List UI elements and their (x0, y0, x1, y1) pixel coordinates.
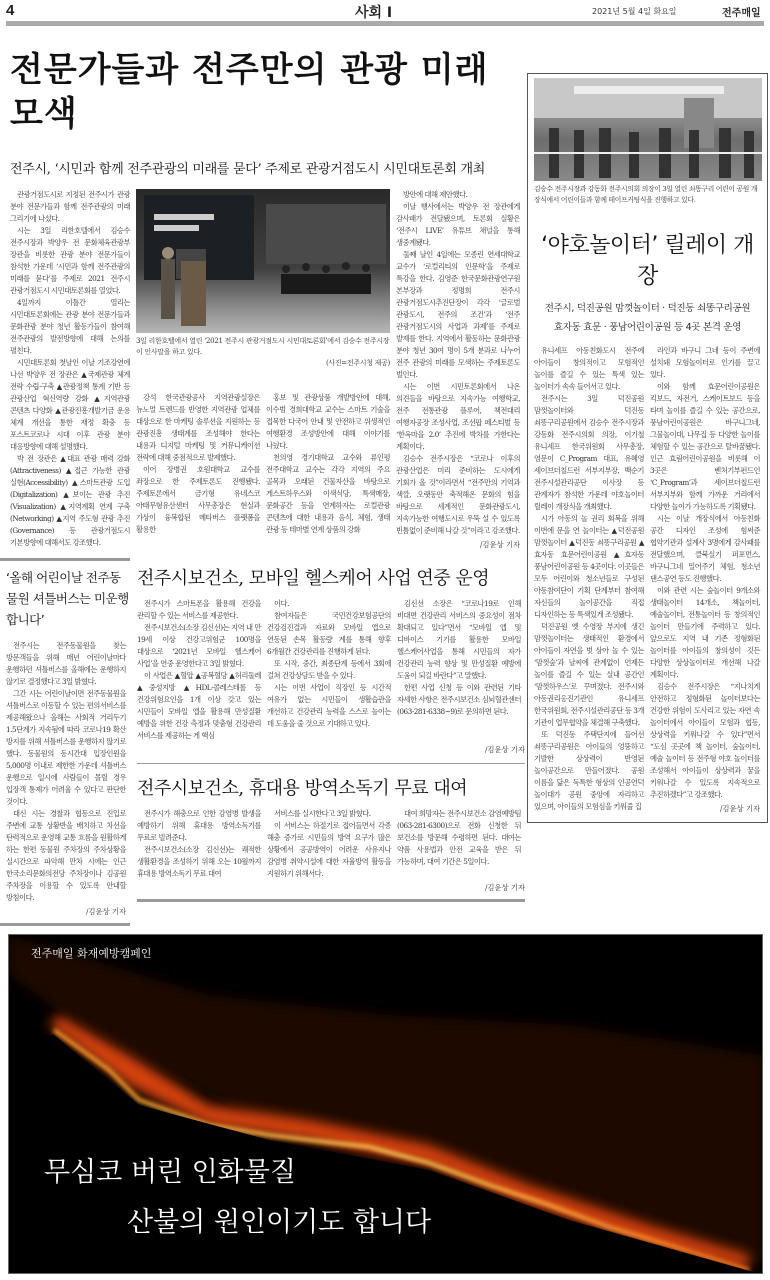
forum-photo-caption (136, 336, 390, 369)
zoo-shuttle-box (0, 558, 130, 926)
main-headline: 전문가들과 전주만의 관광 미래 모색 (10, 50, 489, 134)
health-articles (137, 558, 525, 902)
fire-prevention-ad (8, 934, 763, 1274)
paragraph: 그간 시는 어린이날이면 전주동물원을 셔틀버스로 이동할 수 있는 편의서비스를 제공해왔으나 올해는 사회적 거리두기 1.5단계가 지속됨에 따라 코로나19 확산 방지를 위해 셔틀버스를 운행하지 않기로 했다. 동물원의 동시간대 입장인원을 5,000명 이내로 제한한 가운데 셔틀버스 운행으로 일시에 사람들이 몰릴 경우 입장객 통제가 어려울 수 있다고 판단한 것이다. (6, 689, 126, 806)
yaho-article-box (527, 73, 768, 823)
ribbon-cutting-illustration (534, 78, 762, 181)
yaho-col2-block (650, 345, 760, 814)
article-divider (137, 763, 525, 764)
zoo-byline: /김윤상 기자 (85, 907, 126, 916)
health-body (137, 598, 525, 742)
paragraph: 서비스를 실시한다고 3일 밝혔다. (274, 809, 371, 818)
issue-date: 2021년 5월 4일 화요일 (592, 7, 677, 16)
paragraph: 둘째 날인 4일에는 모종린 연세대학교 교수가 ‘로컬리티의 인문학’을 주제로 특강을 한다. 김영준 한국문화관광연구원 본부장과 정명희 전주시 관광거점도시추진단장이 각각 ‘글로벌 관광도시, 전주의 조건’과 ‘전주 관광거점도시의 사업과 과제’를 주제로 발제를 한다. 지역에서 활동하는 문화관광 분야 청년 30여 명이 5개 분과로 나누어 전주 관광의 미래를 모색하는 주제토론도 벌인다. (396, 250, 520, 379)
paragraph: 시는 이번 시민토론회에서 나온 의견들을 바탕으로 지속가능 여행학교, 전주 전통관광 플루어, 책전대리 여행자공장 조성사업, 조선팝 페스티벌 등 ‘한옥마을 2.0’ 추진에 박차를 가한다는 계획이다. (396, 382, 520, 451)
paragraph: 이어 장병권 호원대학교 교수를 좌장으로 한 주제토론도 진행됐다. 주제토론에서 금기형 유네스코 아태무형유산센터 사무총장은 현실과 가상이 융복합된 메타버스 플랫폼을 활용한 (136, 464, 260, 534)
disinfect-byline: /김윤상 기자 (484, 883, 525, 892)
main-article-col1 (10, 189, 130, 549)
zoo-body (0, 630, 130, 904)
main-article-col4-block (396, 189, 520, 550)
upper-content (0, 34, 770, 926)
disinfect-body (137, 808, 525, 880)
health-col1 (137, 598, 261, 742)
paragraph: 전주시가 해충으로 인한 감염병 발생을 예방하기 위해 휴대용 방역소독기를 무료로 빌려준다. (137, 809, 261, 842)
paragraph: 대신 시는 경찰과 협동으로 진입로 주변에 교통 상황반을 배치하고 차선을 탄력적으로 운영해 교통 흐름을 원활하게 하는 한편 동물원 주차장의 주차상황을 실시간으로 파악해 만차 시에는 인근 한국소리문화의전당 주차장이나 김공원 주차장을 이용할 수 있도록 안내할 방침이다. (6, 809, 126, 902)
paragraph: 이와 함께 효문어린이공원은 킥보드, 자전거, 스케이트보드 등을 타며 놀이를 즐길 수 있는 공간으로, 풍남어린이공원은 바구니그네, 그물놀이대, 나무집 등 다양한 놀이를 체험할 수 있는 공간으로 탈바꿈됐다. 인근 효림어린이공원을 비롯해 이 3곳은 벤처기부펀드인 ‘C_Program’과 세이브더칠드런 서부지부와 함께 가까운 거리에서 다양한 놀이가 가능하도록 기획됐다. (650, 382, 760, 511)
paragraph: 또 시작, 중간, 최종단계 등에서 3회에 걸쳐 건강상담도 받을 수 있다. (267, 659, 391, 680)
health-byline: /김윤상 기자 (484, 745, 525, 754)
forum-photo (136, 189, 390, 333)
yaho-col2 (650, 345, 760, 801)
forum-photo-block (136, 189, 390, 369)
health-headline: 전주시보건소, 모바일 헬스케어 사업 연중 운영 (137, 568, 490, 589)
yaho-headline: ‘야호놀이터’ 릴레이 개장 (541, 233, 754, 289)
health-col3 (397, 598, 521, 718)
main-subhead: 전주시, ‘시민과 함께 전주관광의 미래를 묻다’ 주제로 관광거점도시 시민대토론회 개최 (10, 162, 486, 177)
paragraph: 참여자들은 국민건강보험공단의 건강검진결과 자료와 모바일 앱으로 연동된 손목 활동량 계를 통해 향후 6개월간 건강관리를 진행하게 된다. (267, 611, 391, 656)
ad-slogan-line2: 산불의 원인이기도 합니다 (127, 1207, 432, 1238)
paragraph: 시는 이번 사업이 직장인 등 시간적 여유가 없는 시민들이 생활습관을 개선하고 건강관리 능력을 스스로 높이는 데 도움을 줄 것으로 기대하고 있다. (267, 683, 391, 728)
paragraph: 시가 아동의 놀 권리 회복을 위해 이번에 문을 연 놀이터는 ▲덕진공원 맘껏놀이터 ▲덕진동 쇠똥구리공원 ▲효자동 효문어린이공원 ▲효자동 풍남어린이공원 등 4곳이다. 이곳들은 모두 어린이와 청소년들로 구성된 아동참여단이 기획 단계부터 참여해 자신들의 놀이공간을 직접 디자인하는 등 특색있게 조성됐다. (534, 514, 644, 619)
section-title: 사회 I (355, 5, 393, 21)
paragraph: 유니세프 아동친화도시 전주에 아이들이 창의적이고 모험적인 놀이를 즐길 수 있는 특색 있는 놀이터가 속속 들어서고 있다. (534, 346, 644, 391)
disinfect-headline: 전주시보건소, 휴대용 방역소독기 무료 대여 (137, 778, 468, 799)
paragraph: 방안에 대해 제안했다. (403, 190, 468, 199)
paragraph: 전주시보건소(소장 김신선)는 쾌적한 생활환경을 조성하기 위해 오는 10월까지 휴대용 방역소독기 무료 대여 (137, 845, 261, 878)
lower-articles (0, 558, 525, 926)
ribbon-cutting-photo (534, 78, 762, 181)
paragraph: 시민대토론회 첫날인 이날 기조강연에 나선 박양우 전 장관은 ▲국제관광 체계 전략 수립·구축 ▲관광정책 통계 기반 등 관광산업 혁신역량 강화 ▲지역관광 콘텐츠 다양화 ▲관광진흥개발기금 운용 체계 개선을 통한 재정 확충 등 포스트코로나 시대 이후 관광 분야 대응방향에 대해 설명했다. (10, 358, 130, 451)
paragraph: 이 사업은 ▲혈압 ▲공복혈당 ▲허리둘레 ▲중성지방 ▲HDL-콜레스테롤 등 건강위험요인을 1개 이상 갖고 있는 시민들이 모바일 앱을 활용해 만성질환 예방을 위한 건강 측정과 맞춤형 건강관리 서비스를 제공하는 게 핵심 (137, 671, 261, 740)
yaho-col1 (534, 345, 644, 813)
photo-credit: (사진=전주시청 제공) (325, 359, 390, 367)
yaho-subhead-1: 전주시, 덕진공원 맘껏놀이터 · 덕진동 쇠똥구리공원 (544, 303, 751, 314)
newspaper-brand: 전주매일 (722, 8, 761, 19)
paragraph: 김승수 전주시장은 “지나치게 안전하고 정형화된 놀이터보다는 건강한 위험이 도사리고 있는 자연 속 놀이터에서 아이들이 모험과 협동, 상상력을 키워나갈 수 있다”면서 “도심 곳곳에 책 놀이터, 숲놀이터, 예술 놀이터 등 전주형 야호 놀이터를 조성해서 아이들이 상상력과 꿈을 키워나갈 수 있도록 지속적으로 추진하겠다”고 강조했다. (650, 682, 760, 799)
yaho-byline: /김윤상 기자 (719, 804, 760, 813)
paragraph: 시는 이날 개장식에서 아동친화 공간 디자인 조성에 힘써준 협약기관과 설계사 3명에게 감사패를 전달했으며, 클북실기 퍼포먼스, 바구니그네 밀어주기 체험, 청소년 댄스공연 등도 진행했다. (650, 514, 760, 583)
main-article (10, 189, 525, 550)
paragraph: 전주시가 스마트폰을 활용해 건강을 관리할 수 있는 서비스를 제공한다. (137, 599, 261, 620)
health-col2 (267, 598, 391, 730)
yaho-subhead-2: 효자동 효문 · 풍남어린이공원 등 4곳 본격 운영 (553, 322, 742, 333)
yaho-body (534, 345, 761, 814)
paragraph: 김신선 소장은 “코로나19로 인해 비대면 건강관리 서비스의 중요성이 점차 확대되고 있다”면서 “모바일 앱 및 디바이스 기기를 활용한 모바일 헬스케어사업을 통해 시민들의 자가 건강관리 능력 향상 및 만성질환 예방에 도움이 되길 바란다”고 말했다. (397, 599, 521, 680)
paragraph: 이날 행사에서는 박양우 전 장관에게 감사패가 전달됐으며, 토론회 실황은 ‘전주시 LIVE’ 유튜브 채널을 통해 생중계됐다. (396, 202, 520, 247)
main-article-col3 (266, 392, 390, 536)
campaign-label: 전주매일 화재예방캠페인 (31, 947, 152, 960)
disinfect-col1 (137, 808, 261, 880)
paragraph: 시는 3일 리한호텔에서 김승수 전주시장과 박양우 전 문화체육관광부 장관을 비롯한 관광 분야 전문가들이 참석한 가운데 ‘시민과 함께 전주관광의 미래를 묻다’를 주제로 2021 전주시 관광거점도시 시민대토론회를 열었다. (10, 226, 130, 295)
main-byline: /김윤상 기자 (479, 540, 520, 549)
main-article-col2 (136, 392, 260, 536)
paragraph: 이 서비스는 하절기로 접어들면서 각종 해충 증가로 시민들의 방역 요구가 많은 상황에서 공공방역이 어려운 사유지나 감염병 취약시설에 대한 자율방역 활동을 지원하기 위해서다. (267, 821, 391, 878)
paragraph: 라인과 바구니 그네 등이 주변에 설치돼 모험놀이터로 인기를 끌고 있다. (650, 346, 760, 379)
paragraph: 강석 한국관광공사 지역관광실장은 뉴노멀 트렌드를 반영한 지역관광 업체를 대상으로 한 마케팅 솔루션을 지원하는 등 관광진흥 생태계를 조성해야 한다는 내용과 디지털 마케팅 및 커뮤니케이션 전략에 대해 중점적으로 발제했다. (136, 392, 260, 462)
paragraph: 이다. (274, 599, 289, 608)
paragraph: 천의영 경기대학교 교수와 류인평 전주대학교 교수는 각각 지역의 주요 골목과 오래된 건물자산을 바탕으로 게스트하우스와 이색식당, 특색매장, 문화공간 등을 연계하자는 로컬관광 콘텐츠에 대한 내용과 음식, 체험, 생태 관광 등 테마별 연계 상품의 강화 (266, 452, 390, 534)
main-article-col4 (396, 189, 520, 537)
paragraph: 또 덕진동 주택단지에 들어선 쇠똥구리공원은 아이들의 엉뚱하고 기발한 상상력이 반영된 놀이공간으로 만들어졌다. 공원 이름을 닮은 독특한 형상의 인공언덕 놀이대가 공원 중앙에 자리하고 있으며, 아이들의 모험심을 키워줄 집 (534, 730, 644, 811)
paragraph: 전주시는 3일 덕진공원 맘껏놀이터와 덕진동 쇠똥구리공원에서 김승수 전주시장과 강동화 전주시의회 의장, 이기철 유니세프 한국위원회 사무총장, 염문이 C_Program 대표, 유혜영 세이브더칠드런 서부지부장, 백순기 전주시설관리공단 이사장 등 관계자가 참석한 가운데 야호놀이터 릴레이 개장식을 개최했다. (534, 394, 644, 511)
zoo-title: ‘올해 어린이날 전주동물원 셔틀버스는 미운행합니다’ (6, 570, 129, 627)
paragraph: 한편 사업 신청 등 이와 관련된 기타 자세한 사항은 전주시보건소 심뇌혈관센터(063-281-6338~9)로 문의하면 된다. (397, 683, 521, 716)
ad-slogan-line1: 무심코 버린 인화물질 (44, 1157, 296, 1188)
paragraph: 대여 희망자는 전주시보건소 감염예방팀(063-281-6300)으로 전화 신청한 뒤 보건소를 방문해 수령하면 된다. 대여는 약품 사용법과 안전 교육을 받은 뒤 가능하며, 대여 기간은 5일이다. (397, 809, 521, 866)
paragraph: 박 전 장관은 ▲대표 관광 매력 강화(Attractiveness) ▲접근 가능한 관광 실현(Accessibility) ▲스마트관광 도입(Digitalization) ▲보이는 관광 추진(Visualization) ▲지역계획 연계 구축(Networking) ▲지역 주도형 관광 추진(Governance) 등 관광거점도시 기본방향에 대해서도 강조했다. (10, 454, 130, 547)
left-column (0, 34, 525, 926)
page-number: 4 (6, 2, 15, 19)
paragraph: 덕진공원 옛 수영장 부지에 생긴 맘껏놀이터는 생태적인 환경에서 아이들이 자연을 벗 삼아 놀 수 있는 ‘맘껏숲’과 날씨에 관계없이 언제든 놀이를 즐길 수 있는 실내 공간인 ‘맘껏하우스’로 꾸며졌다. 전주시와 아동권리옹진기관인 유니세프 한국위원회, 전주시설관리공단 등 3개 기관이 업무협약을 체결해 구축했다. (534, 622, 644, 727)
header-rule (6, 21, 764, 26)
bottom-rule (137, 899, 525, 902)
paragraph: 홍보 및 관광상품 개발방안에 대해, 이수범 경희대학교 교수는 스마트 기술을 접목한 다국어 안내 및 안전하고 위생적인 여행환경 조성방안에 대해 이야기를 나눴다. (266, 392, 390, 450)
forum-photo-illustration (136, 189, 390, 333)
paragraph: 이와 관련 시는 숲놀이터 9개소와 생태놀이터 14개소, 책놀이터, 예술놀이터, 전통놀이터 등 창의적인 놀이터 만들기에 주력하고 있다. 앞으로도 지역 내 기존 정형화된 놀이터를 아이들의 창의성이 깃든 다양한 상상놀이터로 개선해 나갈 계획이다. (650, 586, 760, 679)
paragraph: 4일까지 이틀간 열리는 시민대토론회에는 관광 분야 전문가들과 문화관광 분야 청년 활동가들이 참여해 전주관광의 발전방향에 대해 논의를 펼친다. (10, 298, 130, 355)
paragraph: 전주시보건소(소장 김신선)는 지역 내 만 19세 이상 건강고위험군 100명을 대상으로 ‘2021년 모바일 헬스케어 사업’을 연중 운영한다고 3일 밝혔다. (137, 623, 261, 668)
paragraph: 김승수 전주시장은 “코로나 이후의 관광산업은 미리 준비하는 도시에게 기회가 올 것”이라면서 “전주만의 기억과 색깔, 오랫동안 축적해온 문화의 힘을 바탕으로 세계적인 문화관광도시, 지속가능한 여행도시로 우뚝 설 수 있도록 빈틈없이 준비해 나갈 것”이라고 강조했다. (396, 454, 520, 535)
paragraph: 전주시는 전주동물원을 찾는 방문객들을 위해 매년 어린이날마다 운행하던 셔틀버스를 올해에는 운행하지 않기로 결정했다고 3일 밝혔다. (6, 641, 126, 686)
paragraph: 관광거점도시로 지정된 전주시가 관광 분야 전문가들과 함께 전주관광의 미래 그리기에 나섰다. (10, 190, 130, 223)
ribbon-photo-caption: 김승수 전주시장과 강동화 전주시의회 의장이 3일 열린 쇠똥구리 어린이 공원 개장식에서 어린이들과 함께 테이프커팅식을 진행하고 있다. (534, 185, 758, 204)
caption-text: 3일 리한호텔에서 열린 ‘2021 전주시 관광거점도시 시민대토론회’에서 김승수 전주시장이 인사말을 하고 있다. (136, 337, 390, 356)
disinfect-col2 (267, 808, 391, 880)
disinfect-col3 (397, 808, 521, 868)
